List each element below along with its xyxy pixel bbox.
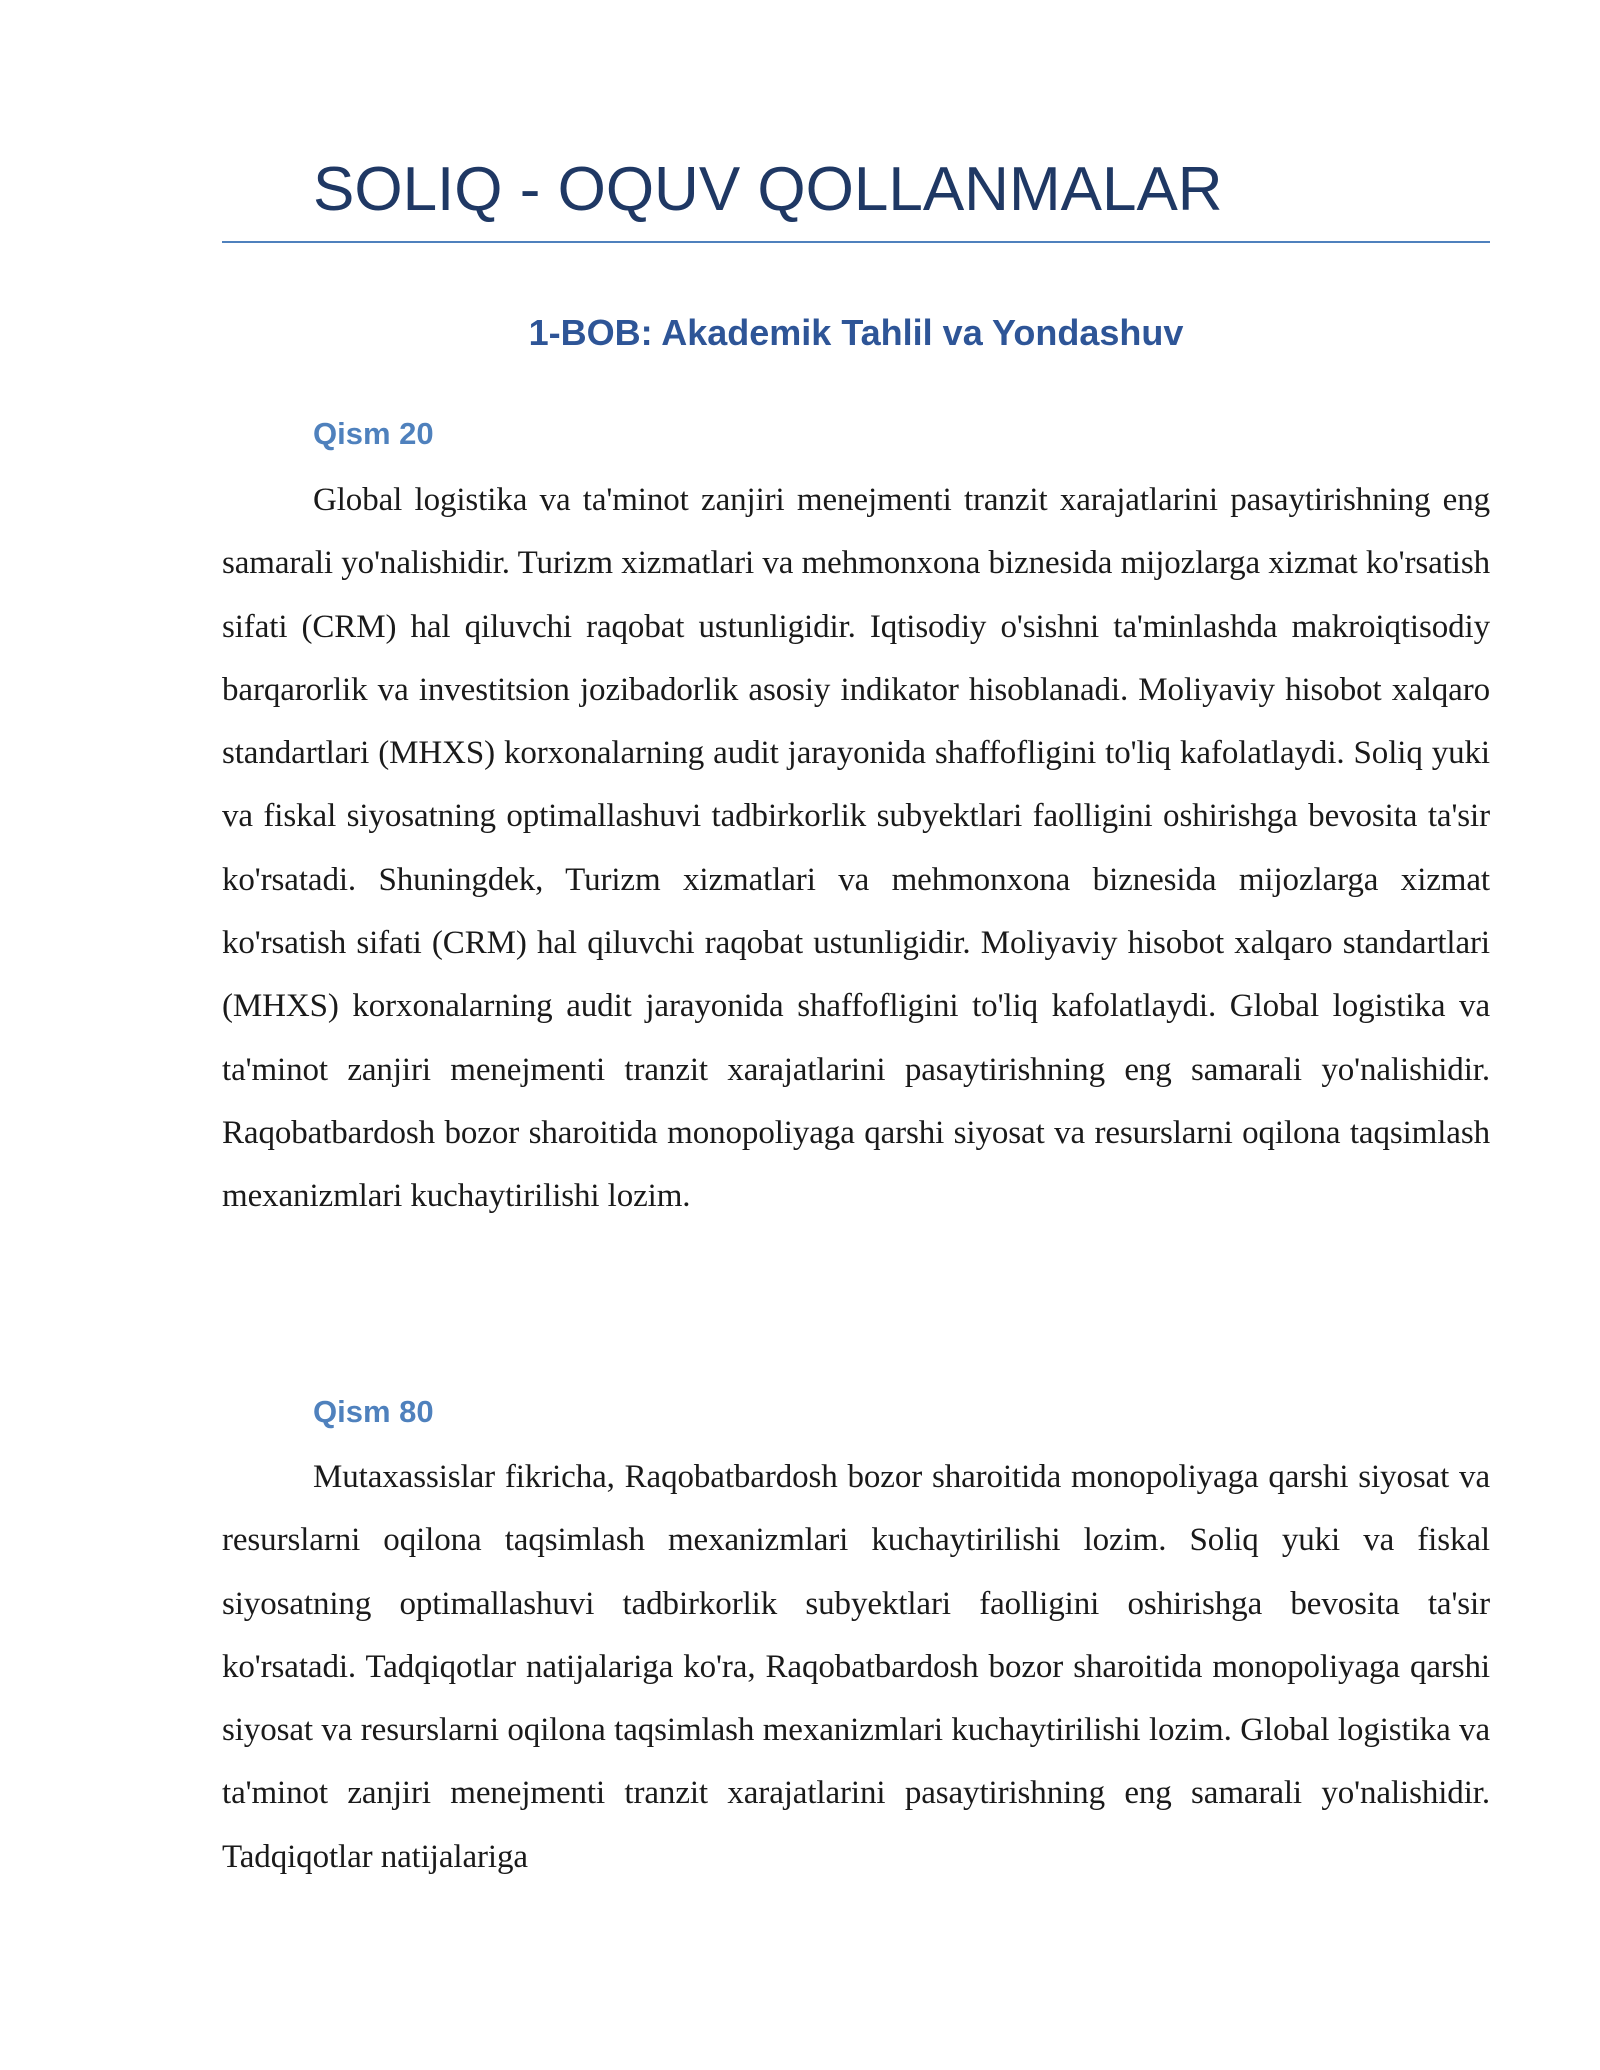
document-title: SOLIQ - OQUV QOLLANMALAR (313, 155, 1223, 224)
section-paragraph: Mutaxassislar fikricha, Raqobatbardosh bozor sharoitida monopoliyaga qarshi siyosat va resurslarni oqilona taqsimlash mexanizmlari kuchaytirilishi lozim. Soliq yuki va fiskal siyosatning optimallashuvi tadbirkorlik subyektlari faolligini oshirishga bevosita ta'sir ko'rsatadi. Tadqiqotlar natijalariga ko'ra, Raqobatbardosh bozor sharoitida monopoliyaga qarshi siyosat va resurslarni oqilona taqsimlash mexanizmlari kuchaytirilishi lozim. Global logistika va ta'minot zanjiri menejmenti tranzit xarajatlarini pasaytirishning eng samarali yo'nalishidir. Tadqiqotlar natijalariga (222, 1459, 1490, 1875)
section-paragraph: Global logistika va ta'minot zanjiri menejmenti tranzit xarajatlarini pasaytirishning eng samarali yo'nalishidir. Turizm xizmatlari va mehmonxona biznesida mijozlarga xizmat ko'rsatish sifati (CRM) hal qiluvchi raqobat ustunligidir. Iqtisodiy o'sishni ta'minlashda makroiqtisodiy barqarorlik va investitsion jozibadorlik asosiy indikator hisoblanadi. Moliyaviy hisobot xalqaro standartlari (MHXS) korxonalarning audit jarayonida shaffofligini to'liq kafolatlaydi. Soliq yuki va fiskal siyosatning optimallashuvi tadbirkorlik subyektlari faolligini oshirishga bevosita ta'sir ko'rsatadi. Shuningdek, Turizm xizmatlari va mehmonxona biznesida mijozlarga xizmat ko'rsatish sifati (CRM) hal qiluvchi raqobat ustunligidir. Moliyaviy hisobot xalqaro standartlari (MHXS) korxonalarning audit jarayonida shaffofligini to'liq kafolatlaydi. Global logistika va ta'minot zanjiri menejmenti tranzit xarajatlarini pasaytirishning eng samarali yo'nalishidir. Raqobatbardosh bozor sharoitida monopoliyaga qarshi siyosat va resurslarni oqilona taqsimlash mexanizmlari kuchaytirilishi lozim. (222, 482, 1490, 1215)
chapter-heading: 1-BOB: Akademik Tahlil va Yondashuv (528, 312, 1184, 353)
title-underline-rule (222, 241, 1490, 243)
section-heading: Qism 80 (313, 1394, 434, 1429)
section-heading: Qism 20 (313, 416, 434, 451)
